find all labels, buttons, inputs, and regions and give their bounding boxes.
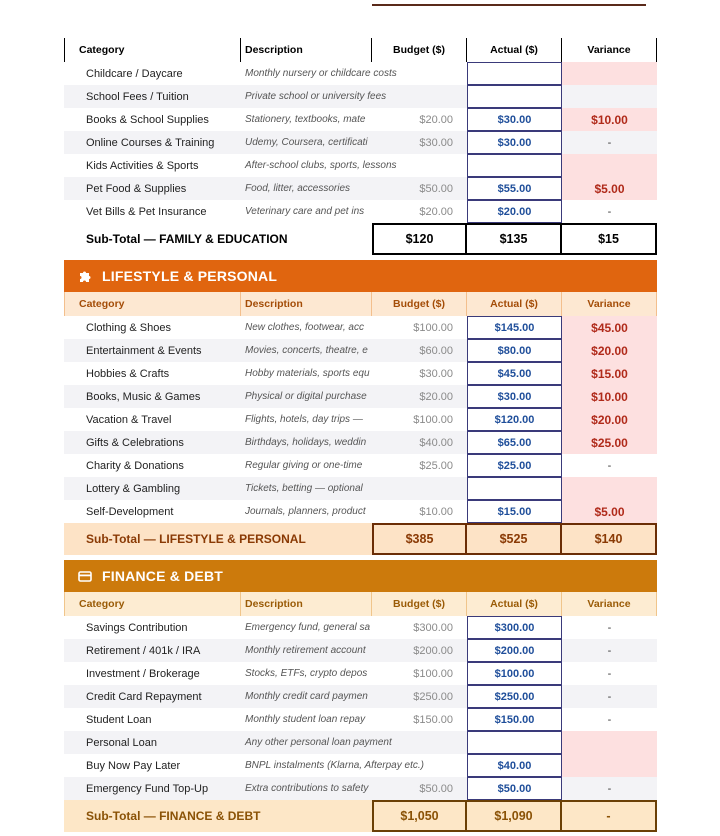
- header-variance: Variance: [562, 292, 657, 316]
- description-cell: Food, litter, accessories: [245, 183, 351, 194]
- description-cell: Monthly credit card paymen: [245, 691, 368, 702]
- actual-input-cell[interactable]: [467, 62, 562, 85]
- header-category: Category: [64, 292, 241, 316]
- subtotal-actual: $135: [467, 223, 562, 255]
- card-icon: [78, 569, 92, 583]
- table-row: [64, 754, 657, 777]
- table-row: [64, 362, 657, 385]
- puzzle-icon: [78, 269, 92, 283]
- description-cell: BNPL instalments (Klarna, Afterpay etc.): [245, 760, 424, 771]
- category-cell: Books & School Supplies: [86, 113, 209, 126]
- category-cell: Retirement / 401k / IRA: [86, 644, 201, 657]
- budget-cell[interactable]: $250.00: [413, 690, 453, 703]
- category-cell: School Fees / Tuition: [86, 90, 189, 103]
- section-banner: [64, 6, 657, 38]
- budget-cell[interactable]: $25.00: [419, 459, 453, 472]
- subtotal-variance: $15: [562, 223, 657, 255]
- description-cell: Birthdays, holidays, weddin: [245, 437, 367, 448]
- description-cell: Movies, concerts, theatre, e: [245, 345, 368, 356]
- budget-cell[interactable]: $300.00: [413, 621, 453, 634]
- category-cell: Books, Music & Games: [86, 390, 201, 403]
- subtotal-budget: $385: [372, 523, 467, 555]
- variance-cell: -: [607, 136, 612, 149]
- description-cell: New clothes, footwear, acc: [245, 322, 364, 333]
- table-row: [64, 639, 657, 662]
- section-title: LIFESTYLE & PERSONAL: [102, 268, 278, 284]
- actual-input-cell[interactable]: $30.00: [467, 385, 562, 408]
- category-cell: Credit Card Repayment: [86, 690, 202, 703]
- budget-cell[interactable]: $30.00: [419, 367, 453, 380]
- variance-cell: $5.00: [562, 177, 657, 200]
- header-budget: Budget ($): [372, 38, 467, 62]
- category-cell: Self-Development: [86, 505, 174, 518]
- header-category: Category: [64, 38, 241, 62]
- budget-cell[interactable]: $60.00: [419, 344, 453, 357]
- variance-cell: $10.00: [562, 108, 657, 131]
- subtotal-actual: $1,090: [467, 800, 562, 832]
- budget-cell[interactable]: [372, 154, 467, 177]
- table-row: [64, 454, 657, 477]
- budget-cell[interactable]: [372, 62, 467, 85]
- category-cell: Clothing & Shoes: [86, 321, 171, 334]
- table-row: [64, 708, 657, 731]
- table-row: [64, 731, 657, 754]
- table-row: [64, 316, 657, 339]
- description-cell: Emergency fund, general sa: [245, 622, 371, 633]
- variance-cell: -: [607, 782, 612, 795]
- header-actual: Actual ($): [467, 38, 562, 62]
- description-cell: Regular giving or one-time: [245, 460, 363, 471]
- subtotal-variance: $140: [562, 523, 657, 555]
- table-row: [64, 62, 657, 85]
- header-description: Description: [241, 38, 372, 62]
- variance-cell: -: [607, 713, 612, 726]
- variance-cell: -: [607, 459, 612, 472]
- table-row: [64, 616, 657, 639]
- variance-cell: -: [607, 621, 612, 634]
- actual-input-cell[interactable]: [467, 731, 562, 754]
- actual-input-cell[interactable]: $30.00: [467, 131, 562, 154]
- variance-cell: -: [607, 690, 612, 703]
- section-banner: [64, 260, 657, 292]
- budget-cell[interactable]: [372, 754, 467, 777]
- category-cell: Savings Contribution: [86, 621, 188, 634]
- table-row: [64, 108, 657, 131]
- category-cell: Buy Now Pay Later: [86, 759, 181, 772]
- actual-input-cell[interactable]: $20.00: [467, 200, 562, 223]
- table-row: [64, 154, 657, 177]
- actual-input-cell[interactable]: $45.00: [467, 362, 562, 385]
- subtotal-variance: -: [562, 800, 657, 832]
- table-row: [64, 662, 657, 685]
- actual-input-cell[interactable]: [467, 85, 562, 108]
- description-cell: Veterinary care and pet ins: [245, 206, 365, 217]
- header-description: Description: [241, 292, 372, 316]
- header-description: Description: [241, 592, 372, 616]
- category-cell: Entertainment & Events: [86, 344, 202, 357]
- description-cell: Monthly student loan repay: [245, 714, 366, 725]
- description-cell: Udemy, Coursera, certificati: [245, 137, 368, 148]
- actual-input-cell[interactable]: $100.00: [467, 662, 562, 685]
- category-cell: Student Loan: [86, 713, 152, 726]
- budget-cell[interactable]: $20.00: [419, 205, 453, 218]
- description-cell: Tickets, betting — optional: [245, 483, 363, 494]
- budget-cell[interactable]: $50.00: [419, 782, 453, 795]
- variance-cell: $20.00: [562, 339, 657, 362]
- actual-input-cell[interactable]: $25.00: [467, 454, 562, 477]
- budget-cell[interactable]: $200.00: [413, 644, 453, 657]
- description-cell: Extra contributions to safety: [245, 783, 369, 794]
- table-row: [64, 777, 657, 800]
- table-row: [64, 500, 657, 523]
- category-cell: Investment / Brokerage: [86, 667, 200, 680]
- description-cell: Monthly nursery or childcare costs: [245, 68, 397, 79]
- table-row: [64, 431, 657, 454]
- budget-cell[interactable]: $100.00: [413, 321, 453, 334]
- table-row: [64, 477, 657, 500]
- subtotal-row: [64, 223, 657, 255]
- subtotal-row: [64, 523, 657, 555]
- actual-input-cell[interactable]: $40.00: [467, 754, 562, 777]
- category-cell: Vet Bills & Pet Insurance: [86, 205, 207, 218]
- variance-cell: $10.00: [562, 385, 657, 408]
- budget-cell[interactable]: [372, 477, 467, 500]
- header-budget: Budget ($): [372, 292, 467, 316]
- column-header-row: [64, 38, 657, 62]
- description-cell: Journals, planners, product: [245, 506, 366, 517]
- actual-input-cell[interactable]: $250.00: [467, 685, 562, 708]
- table-row: [64, 131, 657, 154]
- category-cell: Charity & Donations: [86, 459, 184, 472]
- table-row: [64, 85, 657, 108]
- category-cell: Personal Loan: [86, 736, 157, 749]
- description-cell: Private school or university fees: [245, 91, 387, 102]
- header-actual: Actual ($): [467, 292, 562, 316]
- variance-cell: -: [607, 667, 612, 680]
- description-cell: Monthly retirement account: [245, 645, 366, 656]
- description-cell: Stationery, textbooks, mate: [245, 114, 366, 125]
- description-cell: Hobby materials, sports equ: [245, 368, 370, 379]
- description-cell: Physical or digital purchase: [245, 391, 367, 402]
- subtotal-budget: $1,050: [372, 800, 467, 832]
- subtotal-row: [64, 800, 657, 832]
- subtotal-budget: $120: [372, 223, 467, 255]
- variance-cell: $45.00: [562, 316, 657, 339]
- actual-input-cell[interactable]: $300.00: [467, 616, 562, 639]
- budget-cell[interactable]: $100.00: [413, 413, 453, 426]
- section-title: FAMILY & EDUCATION: [102, 14, 256, 30]
- description-cell: After-school clubs, sports, lessons: [245, 160, 397, 171]
- category-cell: Kids Activities & Sports: [86, 159, 199, 172]
- category-cell: Hobbies & Crafts: [86, 367, 170, 380]
- variance-cell: [562, 154, 657, 177]
- table-row: [64, 385, 657, 408]
- column-header-row: [64, 592, 657, 616]
- category-cell: Online Courses & Training: [86, 136, 215, 149]
- table-row: [64, 339, 657, 362]
- header-variance: Variance: [562, 38, 657, 62]
- table-row: [64, 200, 657, 223]
- header-variance: Variance: [562, 592, 657, 616]
- section-fin: [64, 560, 657, 832]
- actual-input-cell[interactable]: $30.00: [467, 108, 562, 131]
- header-category: Category: [64, 592, 241, 616]
- budget-cell[interactable]: $150.00: [413, 713, 453, 726]
- section-title: FINANCE & DEBT: [102, 568, 224, 584]
- actual-input-cell[interactable]: $50.00: [467, 777, 562, 800]
- variance-cell: [562, 62, 657, 85]
- actual-input-cell[interactable]: $200.00: [467, 639, 562, 662]
- budget-cell[interactable]: $100.00: [413, 667, 453, 680]
- category-cell: Lottery & Gambling: [86, 482, 181, 495]
- actual-input-cell[interactable]: [467, 477, 562, 500]
- actual-input-cell[interactable]: $65.00: [467, 431, 562, 454]
- variance-cell: [562, 477, 657, 500]
- category-cell: Childcare / Daycare: [86, 67, 183, 80]
- subtotal-label: Sub-Total — FAMILY & EDUCATION: [86, 232, 288, 246]
- subtotal-label: Sub-Total — FINANCE & DEBT: [86, 809, 261, 823]
- actual-input-cell[interactable]: $150.00: [467, 708, 562, 731]
- variance-cell: [562, 85, 657, 108]
- subtotal-label: Sub-Total — LIFESTYLE & PERSONAL: [86, 532, 306, 546]
- budget-cell[interactable]: $30.00: [419, 136, 453, 149]
- actual-input-cell[interactable]: $145.00: [467, 316, 562, 339]
- family-icon: [78, 15, 92, 29]
- budget-cell[interactable]: $20.00: [419, 113, 453, 126]
- budget-cell[interactable]: [372, 85, 467, 108]
- category-cell: Emergency Fund Top-Up: [86, 782, 209, 795]
- variance-cell: [562, 754, 657, 777]
- actual-input-cell[interactable]: $80.00: [467, 339, 562, 362]
- actual-input-cell[interactable]: $15.00: [467, 500, 562, 523]
- section-banner: [64, 560, 657, 592]
- actual-input-cell[interactable]: $55.00: [467, 177, 562, 200]
- budget-cell[interactable]: $20.00: [419, 390, 453, 403]
- variance-cell: $5.00: [562, 500, 657, 523]
- subtotal-actual: $525: [467, 523, 562, 555]
- variance-cell: [562, 731, 657, 754]
- variance-cell: $15.00: [562, 362, 657, 385]
- actual-input-cell[interactable]: $120.00: [467, 408, 562, 431]
- category-cell: Pet Food & Supplies: [86, 182, 187, 195]
- section-life: [64, 260, 657, 555]
- actual-input-cell[interactable]: [467, 154, 562, 177]
- column-header-row: [64, 292, 657, 316]
- section-family: [64, 6, 657, 255]
- table-row: [64, 408, 657, 431]
- variance-cell: $25.00: [562, 431, 657, 454]
- budget-cell[interactable]: $40.00: [419, 436, 453, 449]
- table-row: [64, 177, 657, 200]
- variance-cell: -: [607, 644, 612, 657]
- budget-cell[interactable]: $10.00: [419, 505, 453, 518]
- budget-cell[interactable]: [372, 731, 467, 754]
- category-cell: Vacation & Travel: [86, 413, 172, 426]
- variance-cell: -: [607, 205, 612, 218]
- description-cell: Any other personal loan payment: [245, 737, 392, 748]
- description-cell: Flights, hotels, day trips —: [245, 414, 363, 425]
- description-cell: Stocks, ETFs, crypto depos: [245, 668, 368, 679]
- budget-cell[interactable]: $50.00: [419, 182, 453, 195]
- header-actual: Actual ($): [467, 592, 562, 616]
- variance-cell: $20.00: [562, 408, 657, 431]
- table-row: [64, 685, 657, 708]
- category-cell: Gifts & Celebrations: [86, 436, 184, 449]
- header-budget: Budget ($): [372, 592, 467, 616]
